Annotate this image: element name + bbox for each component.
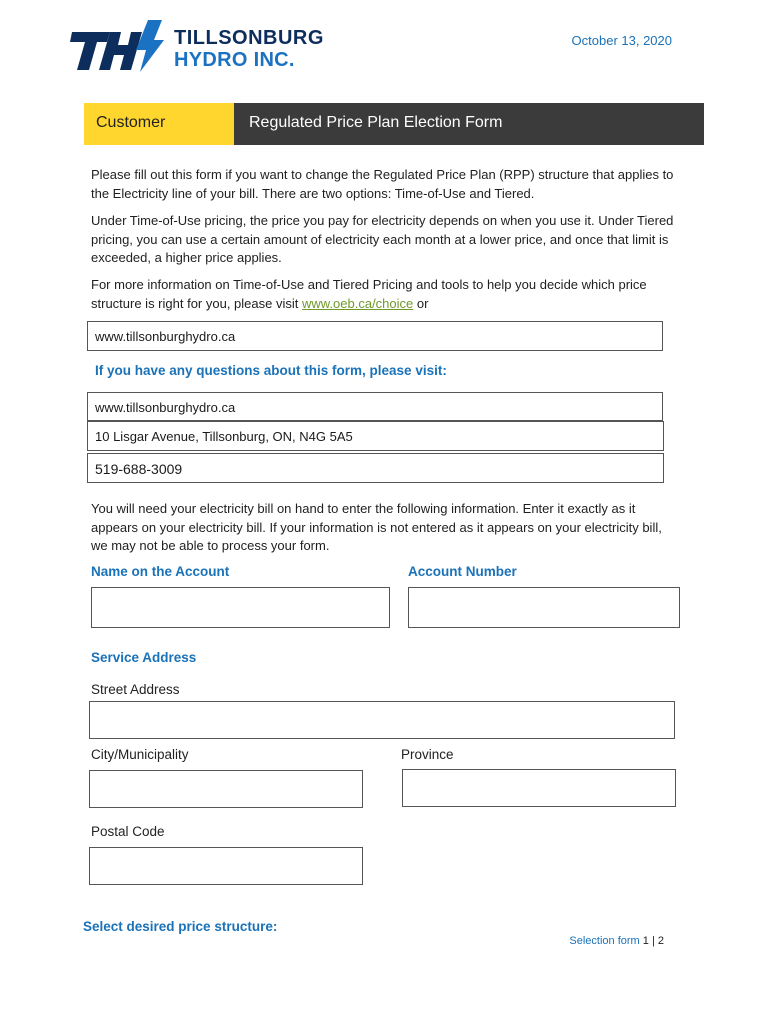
banner-title — [234, 103, 704, 145]
banner-audience — [84, 103, 234, 145]
questions-website-text: www.tillsonburghydro.ca — [95, 400, 236, 415]
postal-code-input[interactable] — [89, 847, 363, 885]
questions-website-box — [87, 392, 663, 421]
service-address-heading: Service Address — [91, 650, 197, 665]
street-address-input[interactable] — [89, 701, 675, 739]
website-text: www.tillsonburghydro.ca — [95, 329, 236, 344]
page-number: 1 | 2 — [642, 935, 664, 947]
intro-paragraph-1: Please fill out this form if you want to change the Regulated Price Plan (RPP) structure that applies to the Electricity line of your bill. There are two options: Time-of-Use and Tiered. — [91, 167, 674, 201]
city-input[interactable] — [89, 770, 363, 808]
address-text: 10 Lisgar Avenue, Tillsonburg, ON, N4G 5A5 — [95, 429, 353, 444]
price-structure-heading: Select desired price structure: — [83, 919, 278, 934]
logo-line-2: HYDRO INC. — [174, 49, 295, 71]
instructions-paragraph: You will need your electricity bill on hand to enter the following information. Enter it exactly as it appears on your electricity bill. If your information is not entered as it appears on your electricity bill, we may not be able to process your form. — [91, 501, 662, 553]
intro-paragraph-3-text: For more information on Time-of-Use and Tiered Pricing and tools to help you decide which price structure is right for you, please visit — [91, 277, 647, 311]
intro-paragraph-2: Under Time-of-Use pricing, the price you pay for electricity depends on when you use it. Under Tiered pricing, you can use a certain amount of electricity each month at a lower price, and once that limit is exceeded, a higher price applies. — [91, 213, 674, 265]
form-title: Regulated Price Plan Election Form — [249, 114, 503, 131]
province-label: Province — [401, 747, 454, 762]
logo-line-1: TILLSONBURG — [174, 27, 324, 49]
questions-heading: If you have any questions about this form, please visit: — [95, 363, 447, 378]
address-box — [87, 421, 664, 451]
account-number-label: Account Number — [408, 564, 517, 579]
intro-paragraph-3 — [91, 276, 681, 313]
phone-text: 519-688-3009 — [95, 461, 183, 477]
logo-mark-icon — [70, 18, 166, 72]
phone-box — [87, 453, 664, 483]
oeb-choice-link[interactable]: www.oeb.ca/choice — [301, 295, 414, 311]
account-number-input[interactable] — [408, 587, 680, 628]
name-on-account-label: Name on the Account — [91, 564, 230, 579]
form-date: October 13, 2020 — [571, 33, 672, 48]
website-box — [87, 321, 663, 351]
street-address-label: Street Address — [91, 682, 180, 697]
page-footer — [569, 935, 664, 947]
city-label: City/Municipality — [91, 747, 189, 762]
company-logo — [70, 18, 330, 74]
province-input[interactable] — [402, 769, 676, 807]
footer-label: Selection form — [569, 935, 640, 947]
banner-audience-label: Customer — [96, 114, 166, 131]
postal-code-label: Postal Code — [91, 824, 165, 839]
name-on-account-input[interactable] — [91, 587, 390, 628]
intro-paragraph-3-tail: or — [413, 295, 429, 311]
